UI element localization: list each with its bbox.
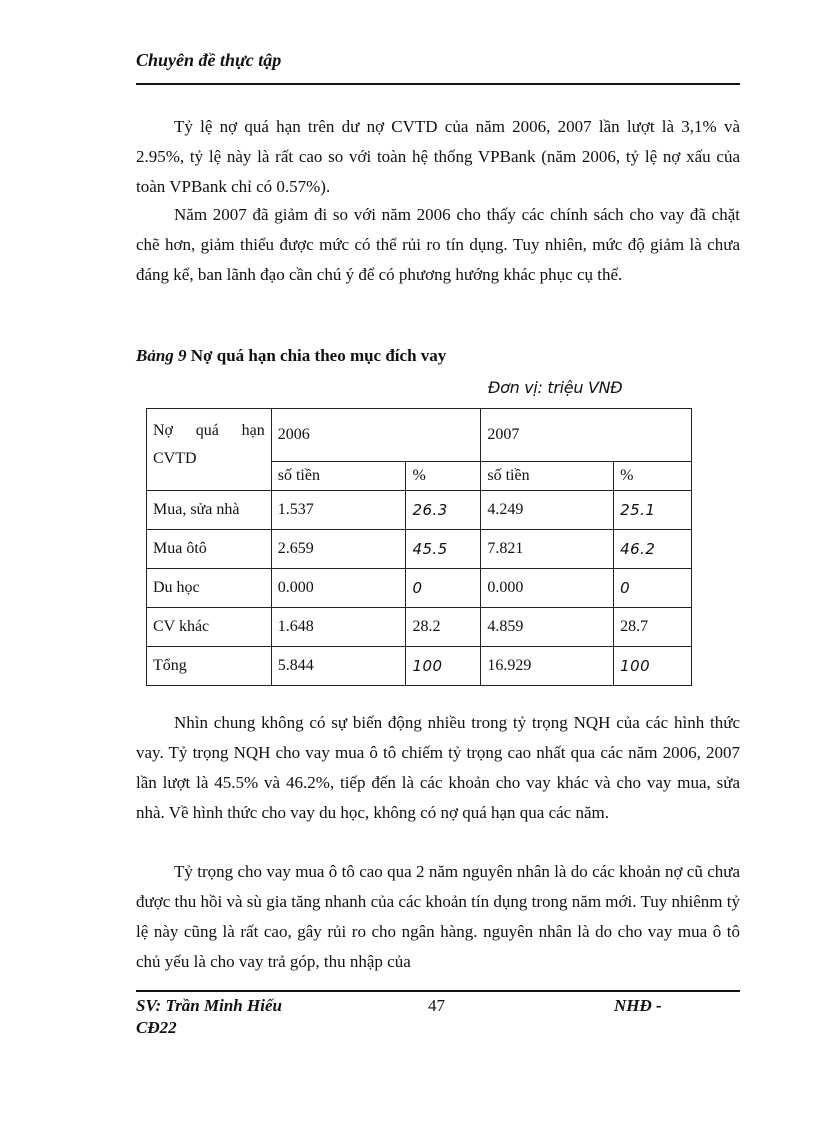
overdue-debt-table — [146, 408, 692, 686]
pct-2006-cell: 28.2 — [406, 608, 481, 647]
pct-2006-cell: 100 — [406, 647, 481, 686]
footer-student-name: SV: Trần Minh Hiếu — [136, 996, 282, 1015]
footer-student — [136, 995, 282, 1039]
row-label: Du học — [147, 569, 272, 608]
table-unit-note: Đơn vị: triệu VNĐ — [488, 378, 623, 397]
amount-2007-cell: 4.249 — [481, 491, 614, 530]
table-caption-text: Nợ quá hạn chia theo mục đích vay — [186, 346, 447, 365]
page-header-title: Chuyên đề thực tập — [136, 50, 282, 70]
amount-2006-cell: 2.659 — [271, 530, 406, 569]
amount-2007-cell: 16.929 — [481, 647, 614, 686]
subheader-pct-2007: % — [614, 462, 692, 491]
year-2006-header: 2006 — [271, 409, 481, 462]
pct-2007-cell: 0 — [614, 569, 692, 608]
subheader-amount-2007: số tiền — [481, 462, 614, 491]
amount-2007-cell: 7.821 — [481, 530, 614, 569]
table-row — [147, 530, 692, 569]
row-label: Mua, sửa nhà — [147, 491, 272, 530]
table-row — [147, 608, 692, 647]
table-caption-label: Bảng 9 — [136, 346, 187, 365]
pct-2007-cell: 100 — [614, 647, 692, 686]
year-2007-header: 2007 — [481, 409, 692, 462]
pct-2007-cell: 28.7 — [614, 608, 692, 647]
pct-2006-cell: 0 — [406, 569, 481, 608]
pct-2006-cell: 45.5 — [406, 530, 481, 569]
amount-2006-cell: 0.000 — [271, 569, 406, 608]
table-caption — [136, 346, 446, 366]
pct-2007-cell: 25.1 — [614, 491, 692, 530]
subheader-amount-2006: số tiền — [271, 462, 406, 491]
table-row-total — [147, 647, 692, 686]
pct-2007-cell: 46.2 — [614, 530, 692, 569]
paragraph-2: Năm 2007 đã giảm đi so với năm 2006 cho thấy các chính sách cho vay đã chặt chẽ hơn, giảm thiểu được mức có thể rủi ro tín dụng. Tuy nhiên, mức độ giảm là chưa đáng kể, ban lãnh đạo cần chú ý để có phương hướng khác phục cụ thể. — [136, 205, 740, 284]
pct-2006-cell: 26.3 — [406, 491, 481, 530]
amount-2006-cell: 1.648 — [271, 608, 406, 647]
footer-department: NHĐ - — [614, 996, 662, 1015]
row-label: CV khác — [147, 608, 272, 647]
amount-2007-cell: 0.000 — [481, 569, 614, 608]
corner-header-cell: Nợ quá hạn CVTD — [147, 409, 272, 491]
row-label: Mua ôtô — [147, 530, 272, 569]
footer-divider — [136, 990, 740, 992]
page-number: 47 — [428, 996, 445, 1015]
table-header-row — [147, 409, 692, 462]
header-divider — [136, 83, 740, 85]
paragraph-3: Nhìn chung không có sự biến động nhiều trong tỷ trọng NQH của các hình thức vay. Tỷ trọng NQH cho vay mua ô tô chiếm tỷ trọng cao nhất qua các năm 2006, 2007 lần lượt là 45.5% và 46.2%, tiếp đến là các khoản cho vay khác và cho vay mua, sửa nhà. Về hình thức cho vay du học, không có nợ quá hạn qua các năm. — [136, 713, 740, 822]
row-label: Tổng — [147, 647, 272, 686]
paragraph-4: Tỷ trọng cho vay mua ô tô cao qua 2 năm nguyên nhân là do các khoản nợ cũ chưa được thu hồi và sù gia tăng nhanh của các khoản tín dụng trong năm mới. Tuy nhiênm tỷ lệ này cũng là rất cao, gây rủi ro cho ngân hàng. nguyên nhân là do cho vay mua ô tô chủ yếu là cho vay trả góp, thu nhập của — [136, 862, 740, 971]
table-row — [147, 569, 692, 608]
footer-class: CĐ22 — [136, 1018, 177, 1037]
amount-2006-cell: 1.537 — [271, 491, 406, 530]
amount-2007-cell: 4.859 — [481, 608, 614, 647]
paragraph-1: Tỷ lệ nợ quá hạn trên dư nợ CVTD của năm 2006, 2007 lần lượt là 3,1% và 2.95%, tỷ lệ này là rất cao so với toàn hệ thống VPBank (năm 2006, tỷ lệ nợ xấu của toàn VPBank chỉ có 0.57%). — [136, 117, 740, 196]
amount-2006-cell: 5.844 — [271, 647, 406, 686]
table-row — [147, 491, 692, 530]
subheader-pct-2006: % — [406, 462, 481, 491]
